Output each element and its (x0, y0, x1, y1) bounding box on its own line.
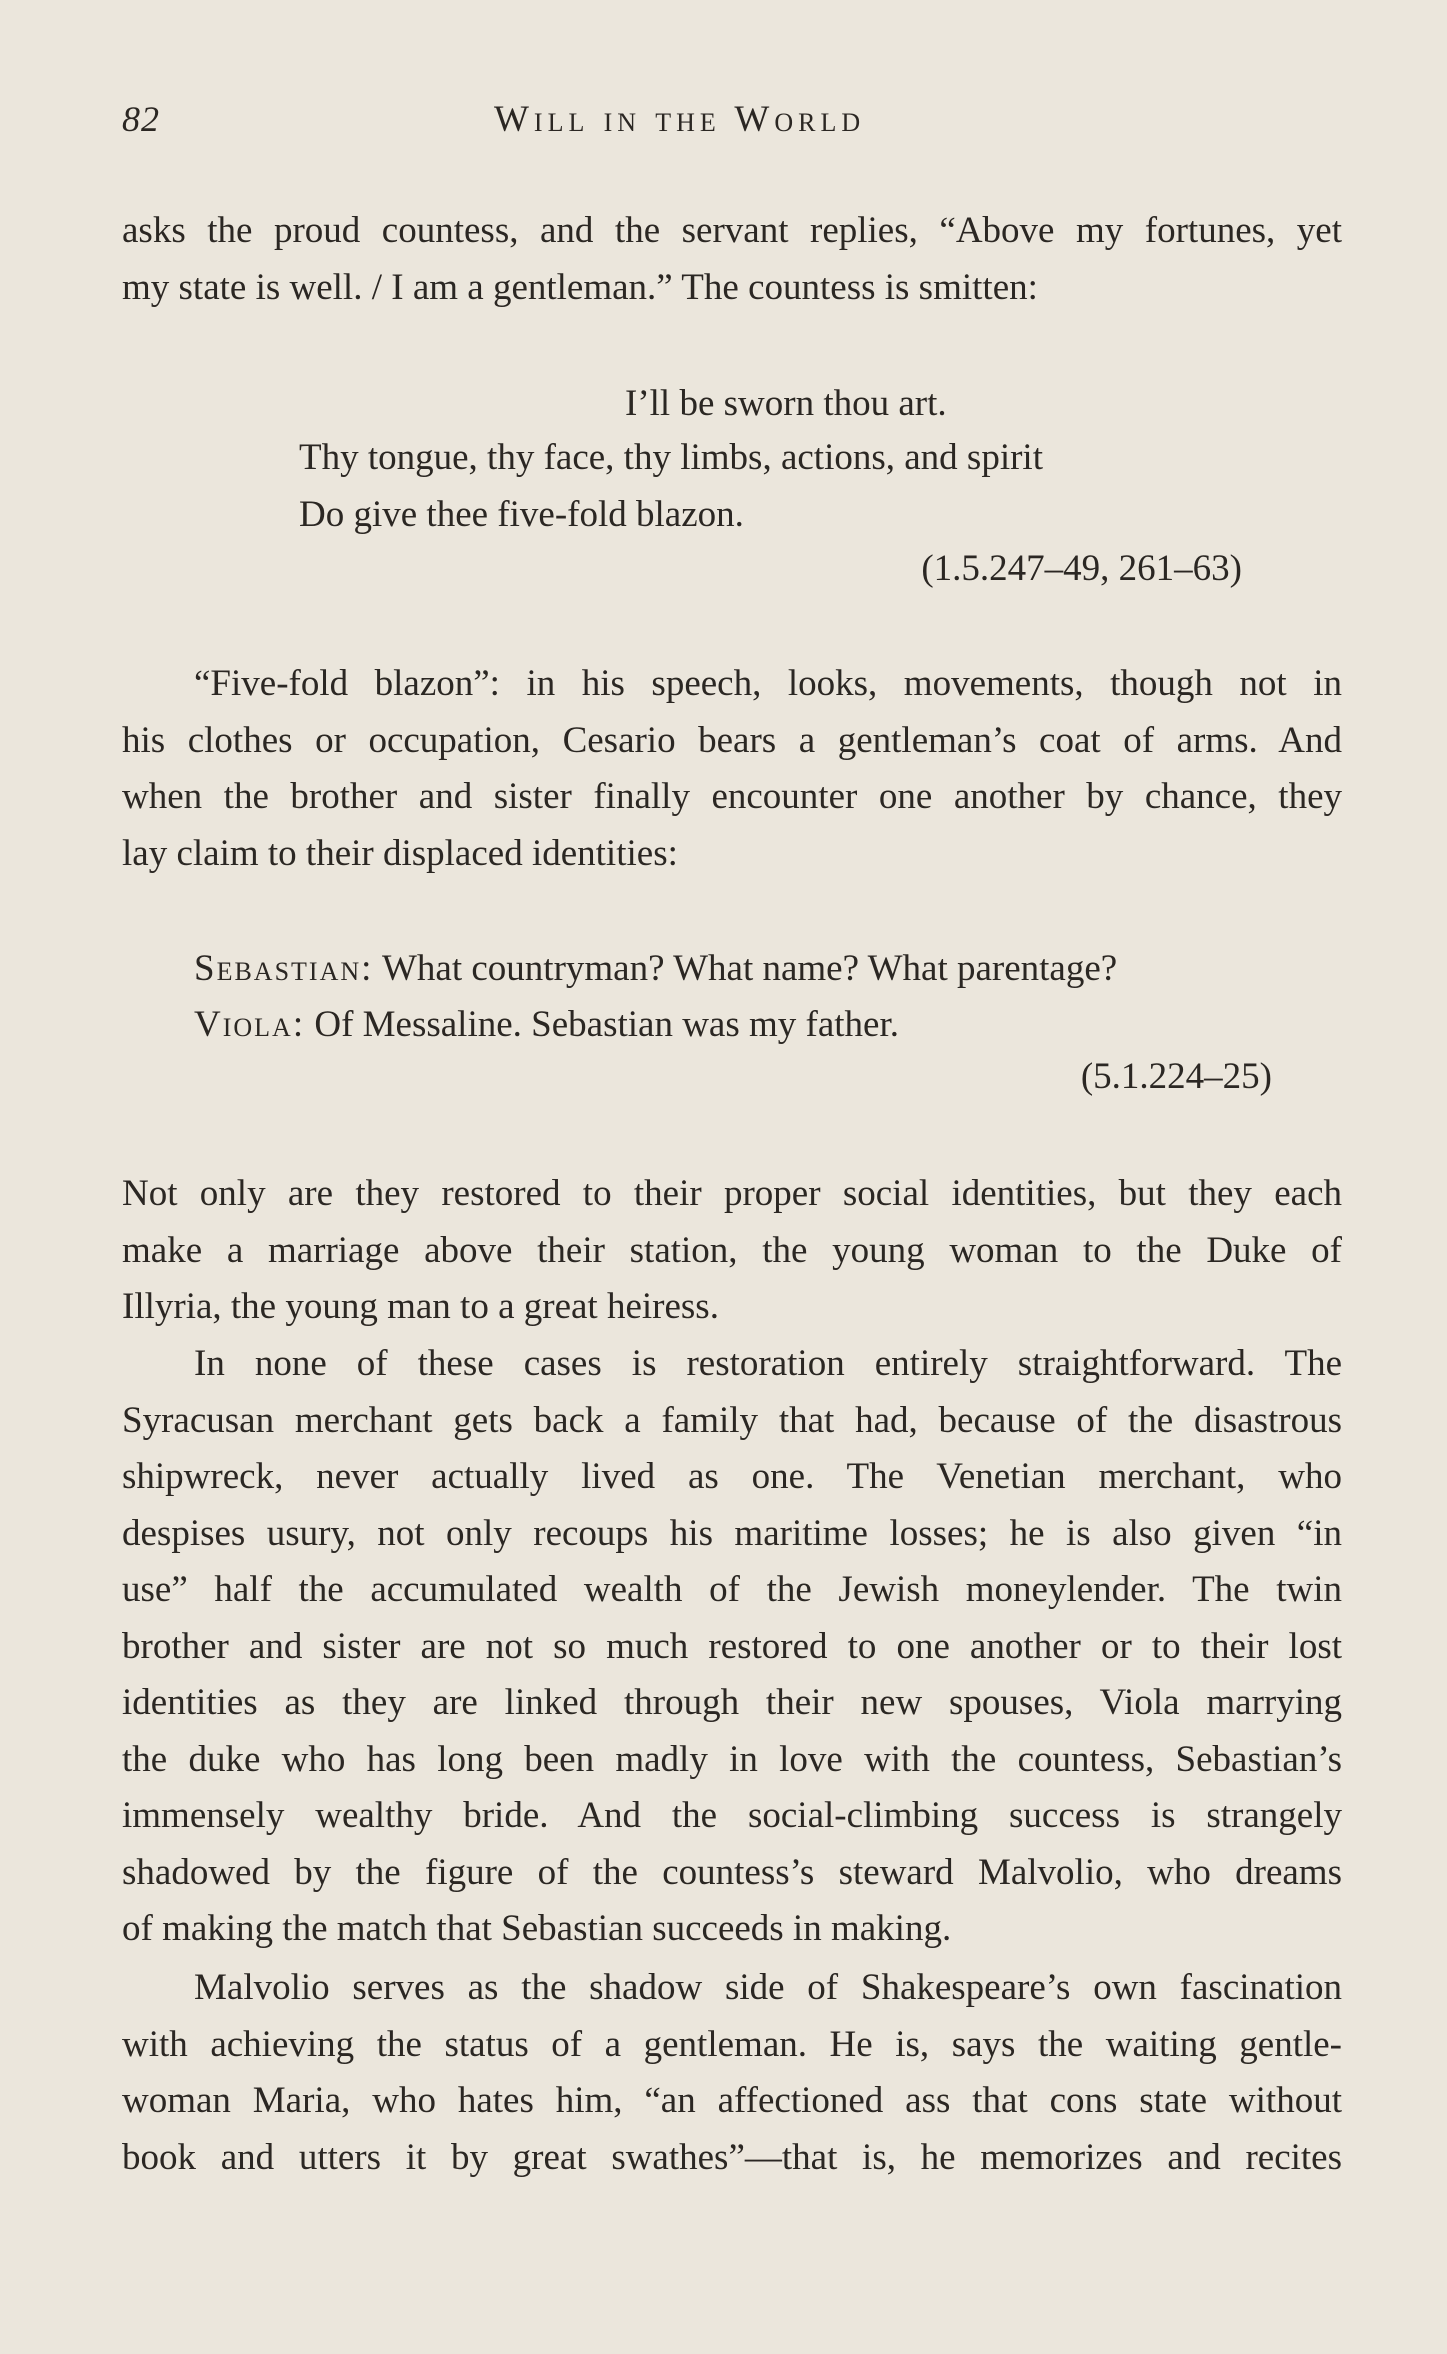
text-line: make a marriage above their station, the young woman to the Duke of (122, 1229, 1342, 1271)
text-line: use” half the accumulated wealth of the Jewish moneylender. The twin (122, 1569, 1342, 1610)
verse-line: Thy tongue, thy face, thy limbs, actions, and spirit (299, 437, 1043, 478)
text-line: my state is well. / I am a gentleman.” The countess is smitten: (122, 266, 1038, 308)
text-line: woman Maria, who hates him, “an affectioned ass that cons state without (122, 2080, 1342, 2121)
text-line: Malvolio serves as the shadow side of Shakespeare’s own fascination (194, 1967, 1342, 2008)
text-line: Illyria, the young man to a great heiress. (122, 1286, 719, 1327)
text-line: Syracusan merchant gets back a family that had, because of the disastrous (122, 1399, 1342, 1441)
paragraph-4 (122, 1336, 1342, 1958)
paragraph-1 (122, 203, 1342, 316)
text-line: shipwreck, never actually lived as one. The Venetian merchant, who (122, 1456, 1342, 1497)
quote-citation: (5.1.224–25) (1080, 1056, 1272, 1097)
text-line: the duke who has long been madly in love with the countess, Sebastian’s (122, 1738, 1342, 1780)
dialogue-text: What countryman? What name? What parentage? (373, 948, 1118, 989)
paragraph-3 (122, 1166, 1342, 1336)
text-line: with achieving the status of a gentleman. He is, says the waiting gentle- (122, 2023, 1342, 2065)
text-line: of making the match that Sebastian succeeds in making. (122, 1908, 952, 1949)
text-line: shadowed by the figure of the countess’s steward Malvolio, who dreams (122, 1851, 1342, 1893)
verse-line: I’ll be sworn thou art. (625, 383, 947, 424)
text-line: “Five-fold blazon”: in his speech, looks, movements, though not in (194, 663, 1342, 704)
running-title: Will in the World (494, 99, 866, 140)
text-line: lay claim to their displaced identities: (122, 832, 678, 874)
text-line: In none of these cases is restoration entirely straightforward. The (194, 1343, 1342, 1384)
dialogue-text: Of Messaline. Sebastian was my father. (305, 1004, 900, 1045)
text-line: his clothes or occupation, Cesario bears a gentleman’s coat of arms. And (122, 719, 1342, 761)
paragraph-2 (122, 656, 1342, 882)
text-line: brother and sister are not so much restored to one another or to their lost (122, 1625, 1342, 1667)
text-line: book and utters it by great swathes”—that is, he memorizes and recites (122, 2136, 1342, 2178)
verse-line: Do give thee five-fold blazon. (299, 494, 744, 535)
paragraph-5 (122, 1960, 1342, 2186)
text-line: immensely wealthy bride. And the social-climbing success is strangely (122, 1795, 1342, 1836)
text-line: when the brother and sister finally encounter one another by chance, they (122, 776, 1342, 817)
text-line: asks the proud countess, and the servant replies, “Above my fortunes, yet (122, 210, 1342, 251)
dialogue-line (194, 996, 899, 1054)
text-line: despises usury, not only recoups his maritime losses; he is also given “in (122, 1512, 1342, 1554)
text-line: Not only are they restored to their proper social identities, but they each (122, 1173, 1342, 1214)
speaker-name: Sebastian: (194, 948, 374, 989)
page-number: 82 (122, 99, 160, 139)
page-header (122, 98, 1342, 148)
text-line: identities as they are linked through their new spouses, Viola marrying (122, 1682, 1342, 1723)
quote-citation: (1.5.247–49, 261–63) (921, 548, 1242, 589)
speaker-name: Viola: (194, 1004, 306, 1045)
dialogue-line (194, 940, 1117, 998)
